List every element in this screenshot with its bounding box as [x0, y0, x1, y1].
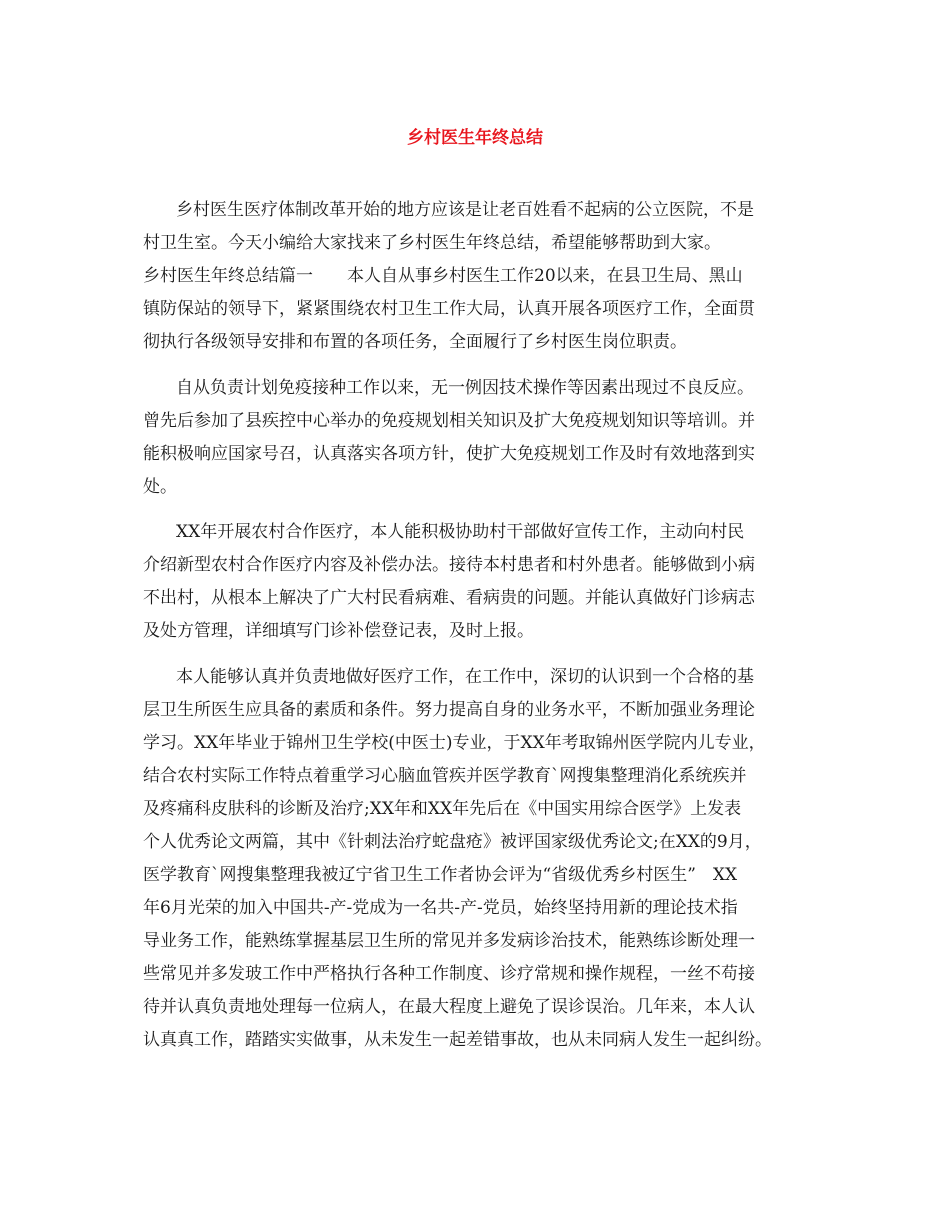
text-line: 乡村医生医疗体制改革开始的地方应该是让老百姓看不起病的公立医院，不是 — [176, 200, 754, 220]
text-line: 能积极响应国家号召，认真落实各项方针，使扩大免疫规划工作及时有效地落到实 — [143, 444, 755, 464]
text-line: 处。 — [143, 477, 177, 497]
text-line: 村卫生室。今天小编给大家找来了乡村医生年终总结，希望能够帮助到大家。 — [143, 233, 721, 253]
text-line: 学习。XX年毕业于锦州卫生学校(中医士)专业，于XX年考取锦州医学院内儿专业， — [143, 733, 766, 753]
text-line: 个人优秀论文两篇，其中《针刺法治疗蛇盘疮》被评国家级优秀论文;在XX的9月， — [143, 832, 762, 852]
text-line: 及处方管理，详细填写门诊补偿登记表，及时上报。 — [143, 621, 534, 641]
text-line: 层卫生所医生应具备的素质和条件。努力提高自身的业务水平，不断加强业务理论 — [143, 700, 755, 720]
text-line: 导业务工作，能熟练掌握基层卫生所的常见并多发病诊治技术，能熟练诊断处理一 — [143, 931, 755, 951]
text-line: 年6月光荣的加入中国共-产-党成为一名共-产-党员，始终坚持用新的理论技术指 — [143, 898, 738, 918]
text-line: 及疼痛科皮肤科的诊断及治疗;XX年和XX年先后在《中国实用综合医学》上发表 — [143, 799, 742, 819]
text-line: 乡村医生年终总结篇一 本人自从事乡村医生工作20以来，在县卫生局、黑山 — [143, 266, 743, 286]
text-line: 自从负责计划免疫接种工作以来，无一例因技术操作等因素出现过不良反应。 — [176, 378, 754, 398]
text-line: XX年开展农村合作医疗，本人能积极协助村干部做好宣传工作，主动向村民 — [176, 522, 745, 542]
text-line: 认真真工作，踏踏实实做事，从未发生一起差错事故，也从未同病人发生一起纠纷。 — [143, 1030, 772, 1050]
text-line: 医学教育`网搜集整理我被辽宁省卫生工作者协会评为“省级优秀乡村医生” XX — [143, 865, 738, 885]
text-line: 结合农村实际工作特点着重学习心脑血管疾并医学教育`网搜集整理消化系统疾并 — [143, 766, 747, 786]
text-line: 曾先后参加了县疾控中心举办的免疫规划相关知识及扩大免疫规划知识等培训。并 — [143, 411, 755, 431]
text-line: 待并认真负责地处理每一位病人，在最大程度上避免了误诊误治。几年来，本人认 — [143, 997, 755, 1017]
text-line: 不出村，从根本上解决了广大村民看病难、看病贵的问题。并能认真做好门诊病志 — [143, 588, 755, 608]
text-line: 彻执行各级领导安排和布置的各项任务，全面履行了乡村医生岗位职责。 — [143, 332, 687, 352]
text-line: 些常见并多发玻工作中严格执行各种工作制度、诊疗常规和操作规程，一丝不苟接 — [143, 964, 755, 984]
text-line: 镇防保站的领导下，紧紧围绕农村卫生工作大局，认真开展各项医疗工作，全面贯 — [143, 299, 755, 319]
text-line: 介绍新型农村合作医疗内容及补偿办法。接待本村患者和村外患者。能够做到小病 — [143, 555, 755, 575]
text-line: 本人能够认真并负责地做好医疗工作，在工作中，深切的认识到一个合格的基 — [176, 667, 754, 687]
page-title: 乡村医生年终总结 — [407, 128, 543, 148]
